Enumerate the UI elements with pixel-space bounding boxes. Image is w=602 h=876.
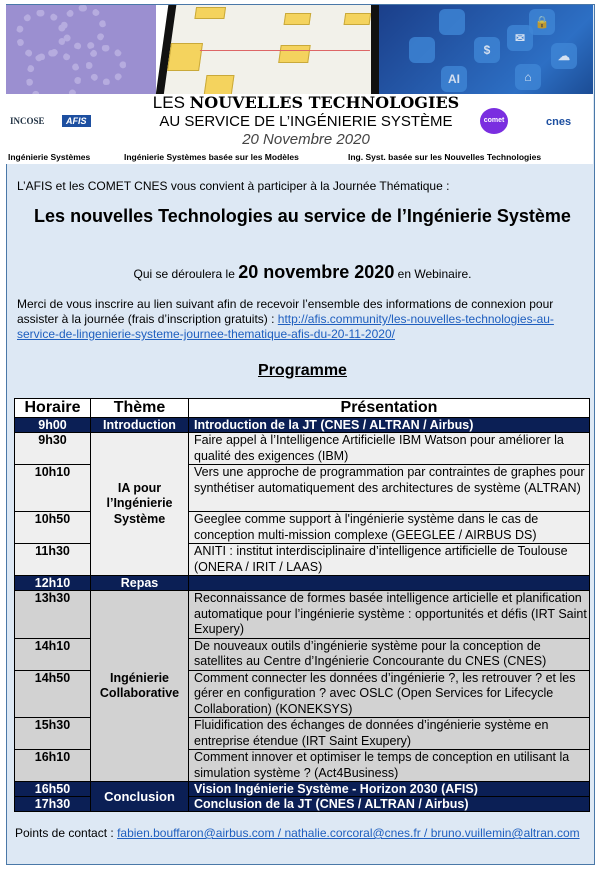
table-row: 16h50 Conclusion Vision Ingénierie Système - Horizon 2030 (AFIS) — [15, 782, 590, 797]
header-presentation: Présentation — [189, 399, 590, 418]
banner-subtitle: AU SERVICE DE L’INGÉNIERIE SYSTÈME — [159, 113, 453, 130]
strip-label: Ingénierie Systèmes — [8, 152, 91, 162]
ai-icon: AI — [441, 66, 467, 92]
programme-table — [14, 398, 590, 812]
table-header — [15, 399, 590, 418]
date-line: Qui se déroulera le 20 novembre 2020 en Webinaire. — [133, 262, 472, 282]
contact-emails-link[interactable]: fabien.bouffaron@airbus.com / nathalie.corcoral@cnes.fr / bruno.vuillemin@altran.com — [117, 826, 580, 840]
intro-text: L’AFIS et les COMET CNES vous convient à participer à la Journée Thématique : — [17, 179, 450, 193]
table-row: 14h10 De nouveaux outils d’ingénierie système pour la conception de satellites au Centre d’Ingénierie Concourante du CNES (CNES) — [15, 638, 590, 670]
strip-label: Ingénierie Systèmes basée sur les Modèles — [124, 152, 299, 162]
table-row: 11h30 ANITI : institut interdisciplinaire d’intelligence artificielle de Toulouse (ONERA / IRIT / LAAS) — [15, 544, 590, 576]
banner-strip — [6, 151, 593, 164]
registration-link[interactable]: http://afis.community/les-nouvelles-technologies-au-service-de-lingenierie-systeme-journee-thematique-afis-du-20-11-2020/ — [17, 312, 554, 341]
event-banner — [6, 5, 593, 164]
table-row: 14h50 Comment connecter les données d’ingénierie ?, les retrouver ? et les gérer en configuration ? avec OSLC (Open Services for Lifecycle Collaboration) (KONEKSYS) — [15, 670, 590, 718]
theme-cell: Repas — [91, 576, 189, 591]
event-date: 20 novembre 2020 — [238, 262, 395, 282]
strip-label: Ing. Syst. basée sur les Nouvelles Technologies — [348, 152, 542, 162]
gear-icon — [61, 5, 106, 50]
table-row: 17h30 Conclusion de la JT (CNES / ALTRAN / Airbus) — [15, 797, 590, 812]
lock-icon: 🔒 — [529, 9, 555, 35]
theme-cell: IA pour l’Ingénierie Système — [91, 433, 189, 576]
afis-logo: AFIS — [62, 115, 91, 127]
banner-title: LES NOUVELLES TECHNOLOGIES — [152, 93, 460, 112]
mail-icon: ✉ — [507, 25, 533, 51]
header-horaire: Horaire — [15, 399, 91, 418]
home-icon: ⌂ — [515, 64, 541, 90]
registration-text: Merci de vous inscrire au lien suivant afin de recevoir l’ensemble des informations de connexion pour assister à la journée (frais d’inscription gratuits) : http://afis.community/les-nouvelles-technologies-au-service-de-lingenierie-systeme-journee-thematique-afis-du-20-11-2020/ — [17, 297, 554, 341]
theme-cell: Ingénierie Collaborative — [91, 591, 189, 782]
theme-cell: Introduction — [91, 418, 189, 433]
table-row: 15h30 Fluidification des échanges de données d’ingénierie système en entreprise étendue (IRT Saint Exupery) — [15, 718, 590, 750]
table-row: 10h50 Geeglee comme support à l'ingénierie système dans le cas de conception multi-mission complexe (GEEGLEE / AIRBUS DS) — [15, 512, 590, 544]
table-row: 9h30 IA pour l’Ingénierie Système Faire appel à l’Intelligence Artificielle IBM Watson pour améliorer la qualité des exigences (IBM) — [15, 433, 590, 465]
gear-icon — [86, 45, 126, 85]
table-row: 13h30 Ingénierie Collaborative Reconnaissance de formes basée intelligence articielle et planification automatique pour l’ingénierie système : opportunités et défis (IRT Saint Exupery) — [15, 591, 590, 639]
incose-logo: INCOSE — [10, 116, 45, 126]
dollar-icon: $ — [474, 37, 500, 63]
table-row: 12h10 Repas — [15, 576, 590, 591]
cloud-icon: ☁ — [551, 43, 577, 69]
contact-info: Points de contact : fabien.bouffaron@airbus.com / nathalie.corcoral@cnes.fr / bruno.vuillemin@altran.com — [15, 826, 580, 840]
table-row: 16h10 Comment innover et optimiser le temps de conception en utilisant la simulation système ? (Act4Business) — [15, 750, 590, 782]
event-title: Les nouvelles Technologies au service de l’Ingénierie Système — [34, 206, 571, 226]
programme-heading: Programme — [258, 362, 347, 379]
comet-logo: comet — [480, 108, 508, 134]
table-row: 10h10 Vers une approche de programmation par contraintes de graphes pour synthétiser automatiquement des architectures de système (ALTRAN) — [15, 465, 590, 512]
theme-cell: Conclusion — [91, 782, 189, 812]
cnes-logo: cnes — [546, 116, 572, 128]
header-theme: Thème — [91, 399, 189, 418]
table-row: 9h00 Introduction Introduction de la JT (CNES / ALTRAN / Airbus) — [15, 418, 590, 433]
banner-date: 20 Novembre 2020 — [242, 131, 370, 148]
